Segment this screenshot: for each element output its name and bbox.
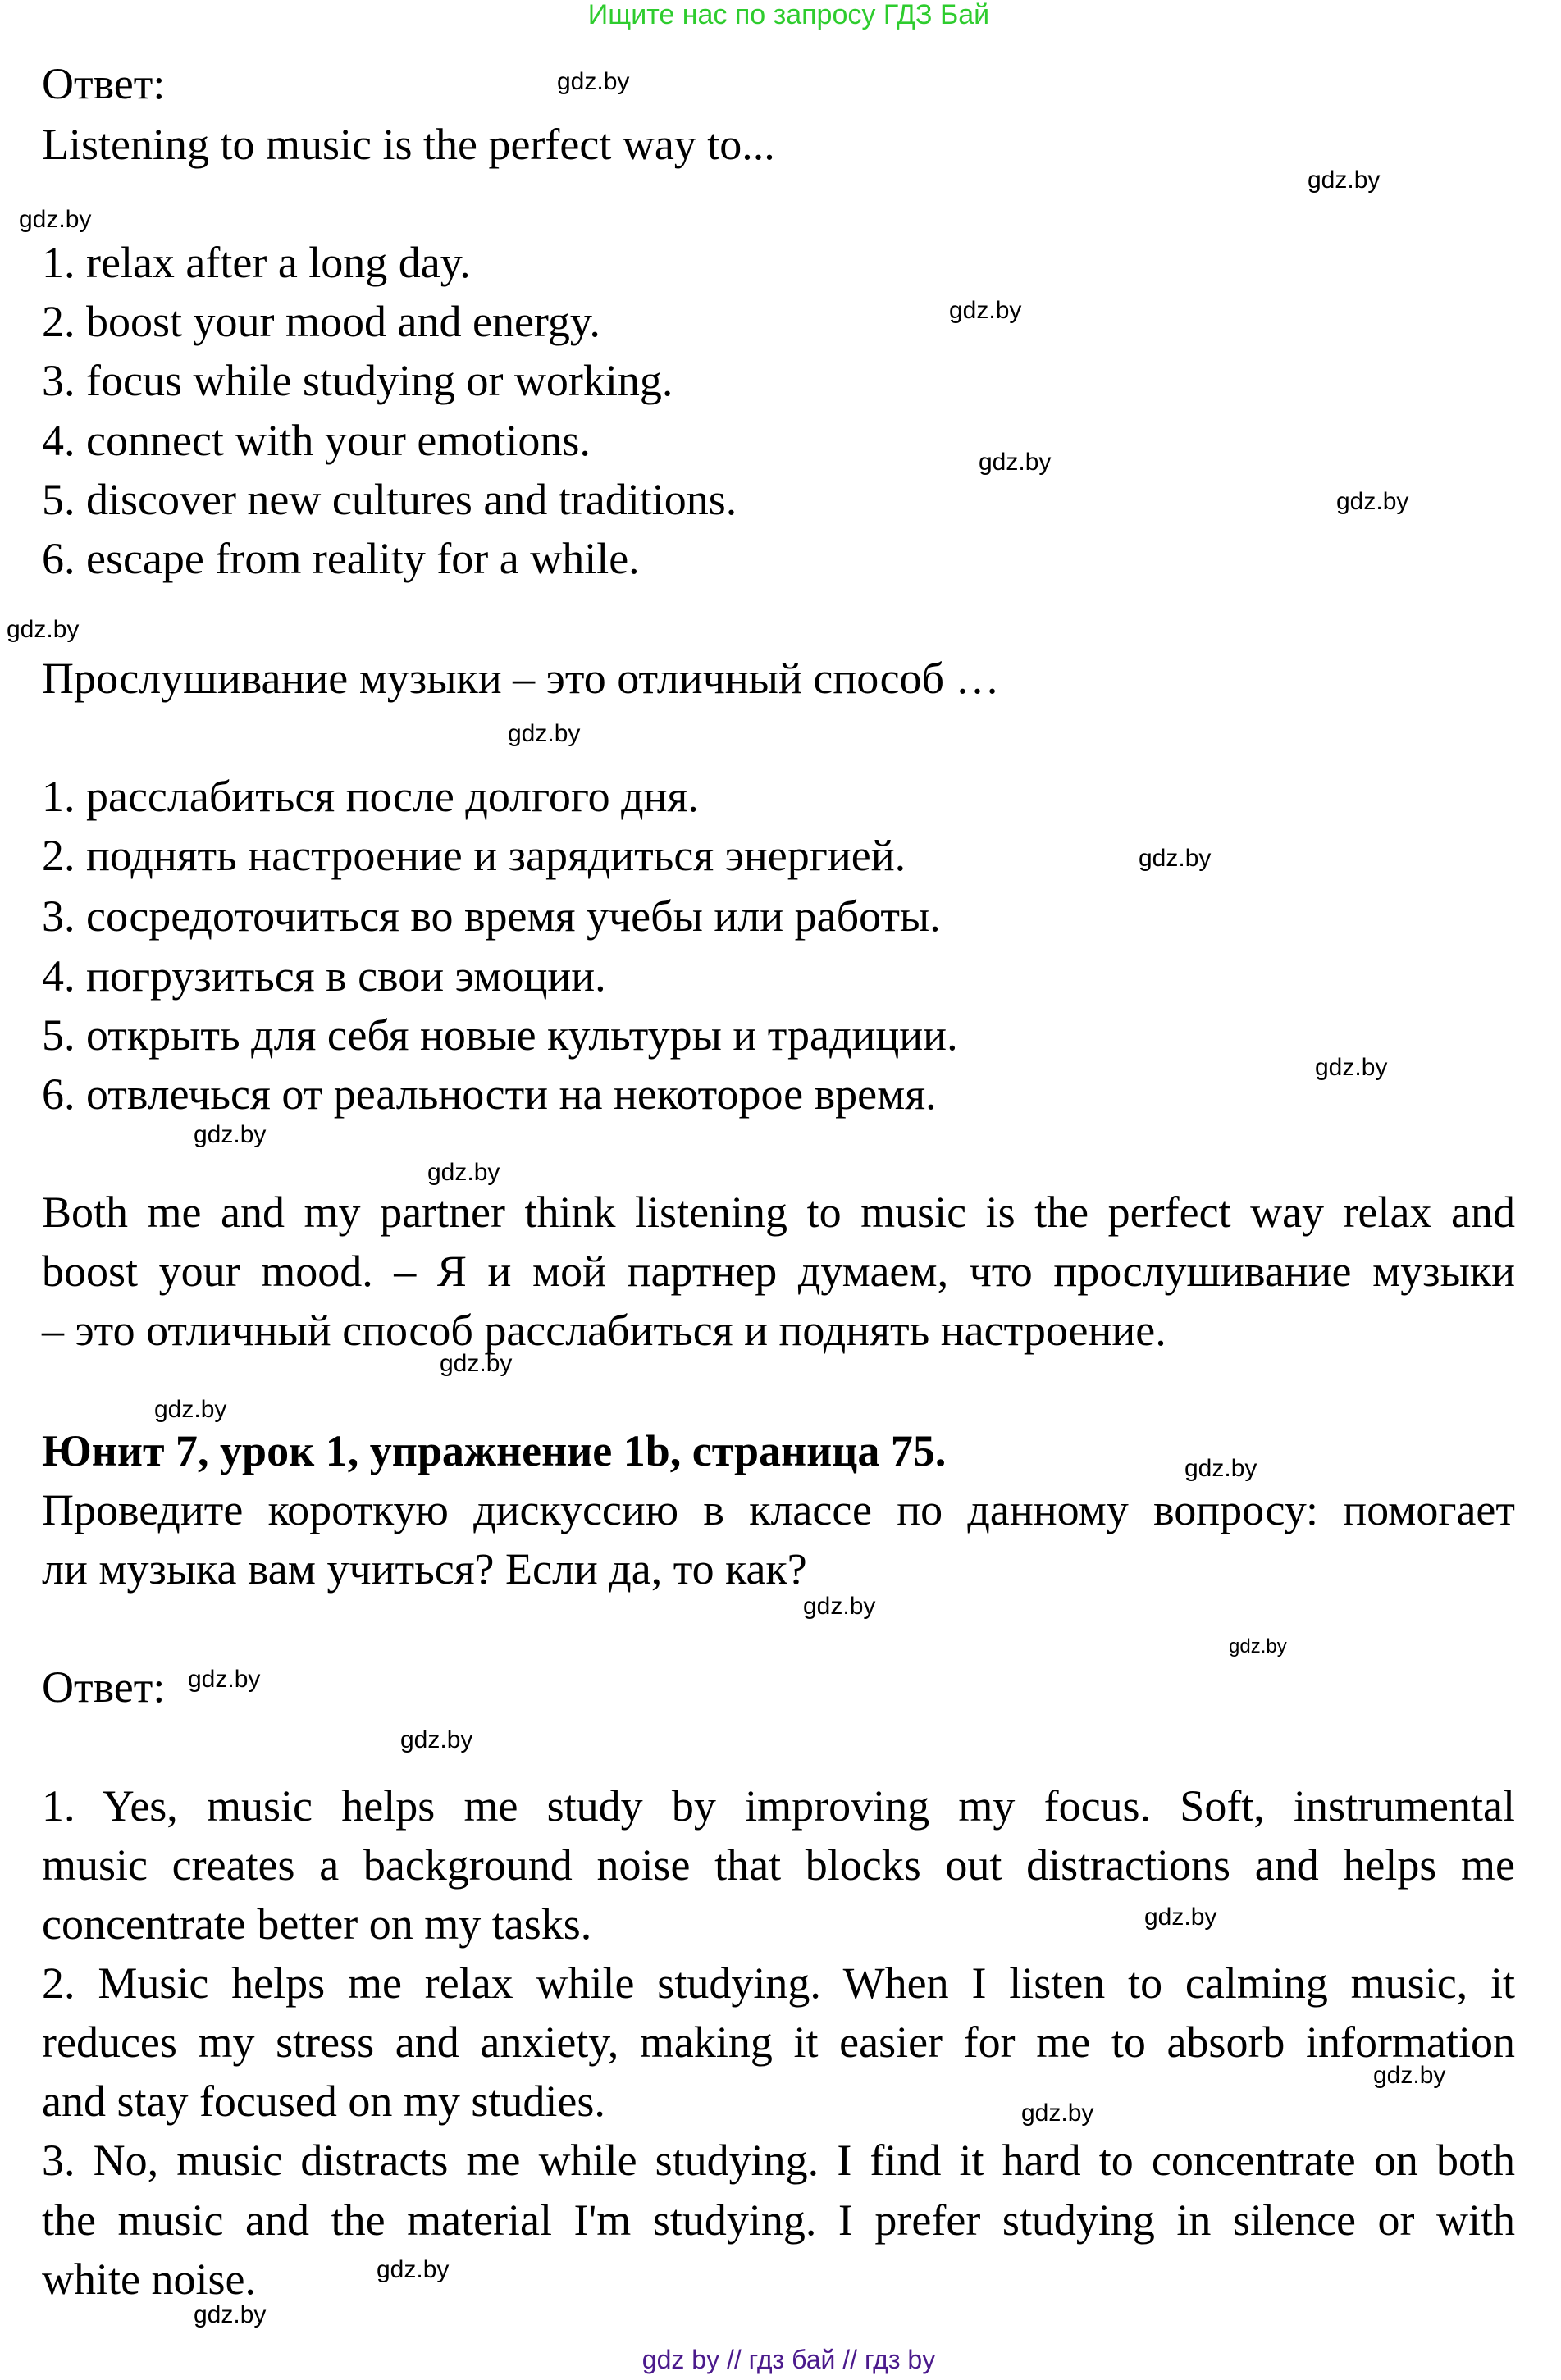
intro-english: Listening to music is the perfect way to... xyxy=(42,120,775,169)
watermark: gdz.by xyxy=(979,449,1052,476)
watermark: gdz.by xyxy=(508,720,581,747)
list-item: 4. connect with your emotions. xyxy=(42,416,591,465)
watermark: gdz.by xyxy=(19,206,92,233)
watermark: gdz.by xyxy=(949,297,1022,324)
watermark: gdz.by xyxy=(400,1726,473,1753)
watermark: gdz.by xyxy=(1184,1455,1257,1482)
list-item: 4. погрузиться в свои эмоции. xyxy=(42,951,606,1001)
list-item: 1. расслабиться после долгого дня. xyxy=(42,772,699,821)
intro-russian: Прослушивание музыки – это отличный способ … xyxy=(42,654,1000,703)
list-item: 6. escape from reality for a while. xyxy=(42,534,640,583)
answer-line: 3. No, music distracts me while studying. I find it hard to concentrate on both xyxy=(42,2136,1515,2185)
list-item: 5. открыть для себя новые культуры и традиции. xyxy=(42,1010,958,1060)
watermark: gdz.by xyxy=(1021,2100,1094,2127)
list-item: 6. отвлечься от реальности на некоторое время. xyxy=(42,1069,937,1119)
watermark: gdz.by xyxy=(1373,2062,1446,2089)
watermark: gdz.by xyxy=(377,2256,450,2283)
watermark: gdz.by xyxy=(1336,488,1409,515)
answer-line: 1. Yes, music helps me study by improving my focus. Soft, instrumental xyxy=(42,1781,1515,1831)
answer-label: Ответ: xyxy=(42,1662,166,1712)
watermark: gdz.by xyxy=(427,1159,500,1186)
answer-line: concentrate better on my tasks. xyxy=(42,1899,592,1949)
answer-line: white noise. xyxy=(42,2255,256,2304)
watermark: gdz.by xyxy=(154,1396,227,1423)
list-item: 3. сосредоточиться во время учебы или работы. xyxy=(42,891,941,941)
footer-links[interactable]: gdz by // гдз бай // гдз by xyxy=(641,2345,936,2374)
watermark: gdz.by xyxy=(194,1121,267,1148)
paragraph-line: Both me and my partner think listening to music is the perfect way relax and xyxy=(42,1188,1515,1237)
answer-line: 2. Music helps me relax while studying. When I listen to calming music, it xyxy=(42,1958,1515,2008)
answer-label: Ответ: xyxy=(42,59,166,108)
watermark: gdz.by xyxy=(1308,166,1381,194)
paragraph-line: – это отличный способ расслабиться и поднять настроение. xyxy=(42,1306,1166,1355)
list-item: 2. boost your mood and energy. xyxy=(42,297,600,346)
task-line: ли музыка вам учиться? Если да, то как? xyxy=(42,1544,807,1594)
list-item: 2. поднять настроение и зарядиться энергией. xyxy=(42,831,906,880)
watermark: gdz.by xyxy=(1144,1904,1217,1931)
watermark: gdz.by xyxy=(440,1350,513,1377)
site-banner: Ищите нас по запросу ГДЗ Бай xyxy=(587,0,990,30)
watermark: gdz.by xyxy=(7,616,80,643)
watermark: gdz.by xyxy=(1315,1054,1388,1081)
list-item: 5. discover new cultures and traditions. xyxy=(42,475,737,524)
watermark: gdz.by xyxy=(1139,845,1212,872)
watermark: gdz.by xyxy=(1229,1635,1287,1657)
task-line: Проведите короткую дискуссию в классе по данному вопросу: помогает xyxy=(42,1485,1515,1534)
watermark: gdz.by xyxy=(803,1593,876,1620)
list-item: 1. relax after a long day. xyxy=(42,238,471,287)
answer-line: reduces my stress and anxiety, making it easier for me to absorb information xyxy=(42,2018,1515,2067)
answer-line: music creates a background noise that blocks out distractions and helps me xyxy=(42,1840,1515,1890)
answer-line: the music and the material I'm studying. I prefer studying in silence or with xyxy=(42,2195,1515,2245)
section-heading: Юнит 7, урок 1, упражнение 1b, страница 75. xyxy=(42,1426,947,1475)
watermark: gdz.by xyxy=(557,68,630,95)
paragraph-line: boost your mood. – Я и мой партнер думаем, что прослушивание музыки xyxy=(42,1247,1515,1296)
answer-line: and stay focused on my studies. xyxy=(42,2077,605,2126)
watermark: gdz.by xyxy=(194,2301,267,2328)
watermark: gdz.by xyxy=(188,1666,261,1693)
list-item: 3. focus while studying or working. xyxy=(42,356,673,405)
